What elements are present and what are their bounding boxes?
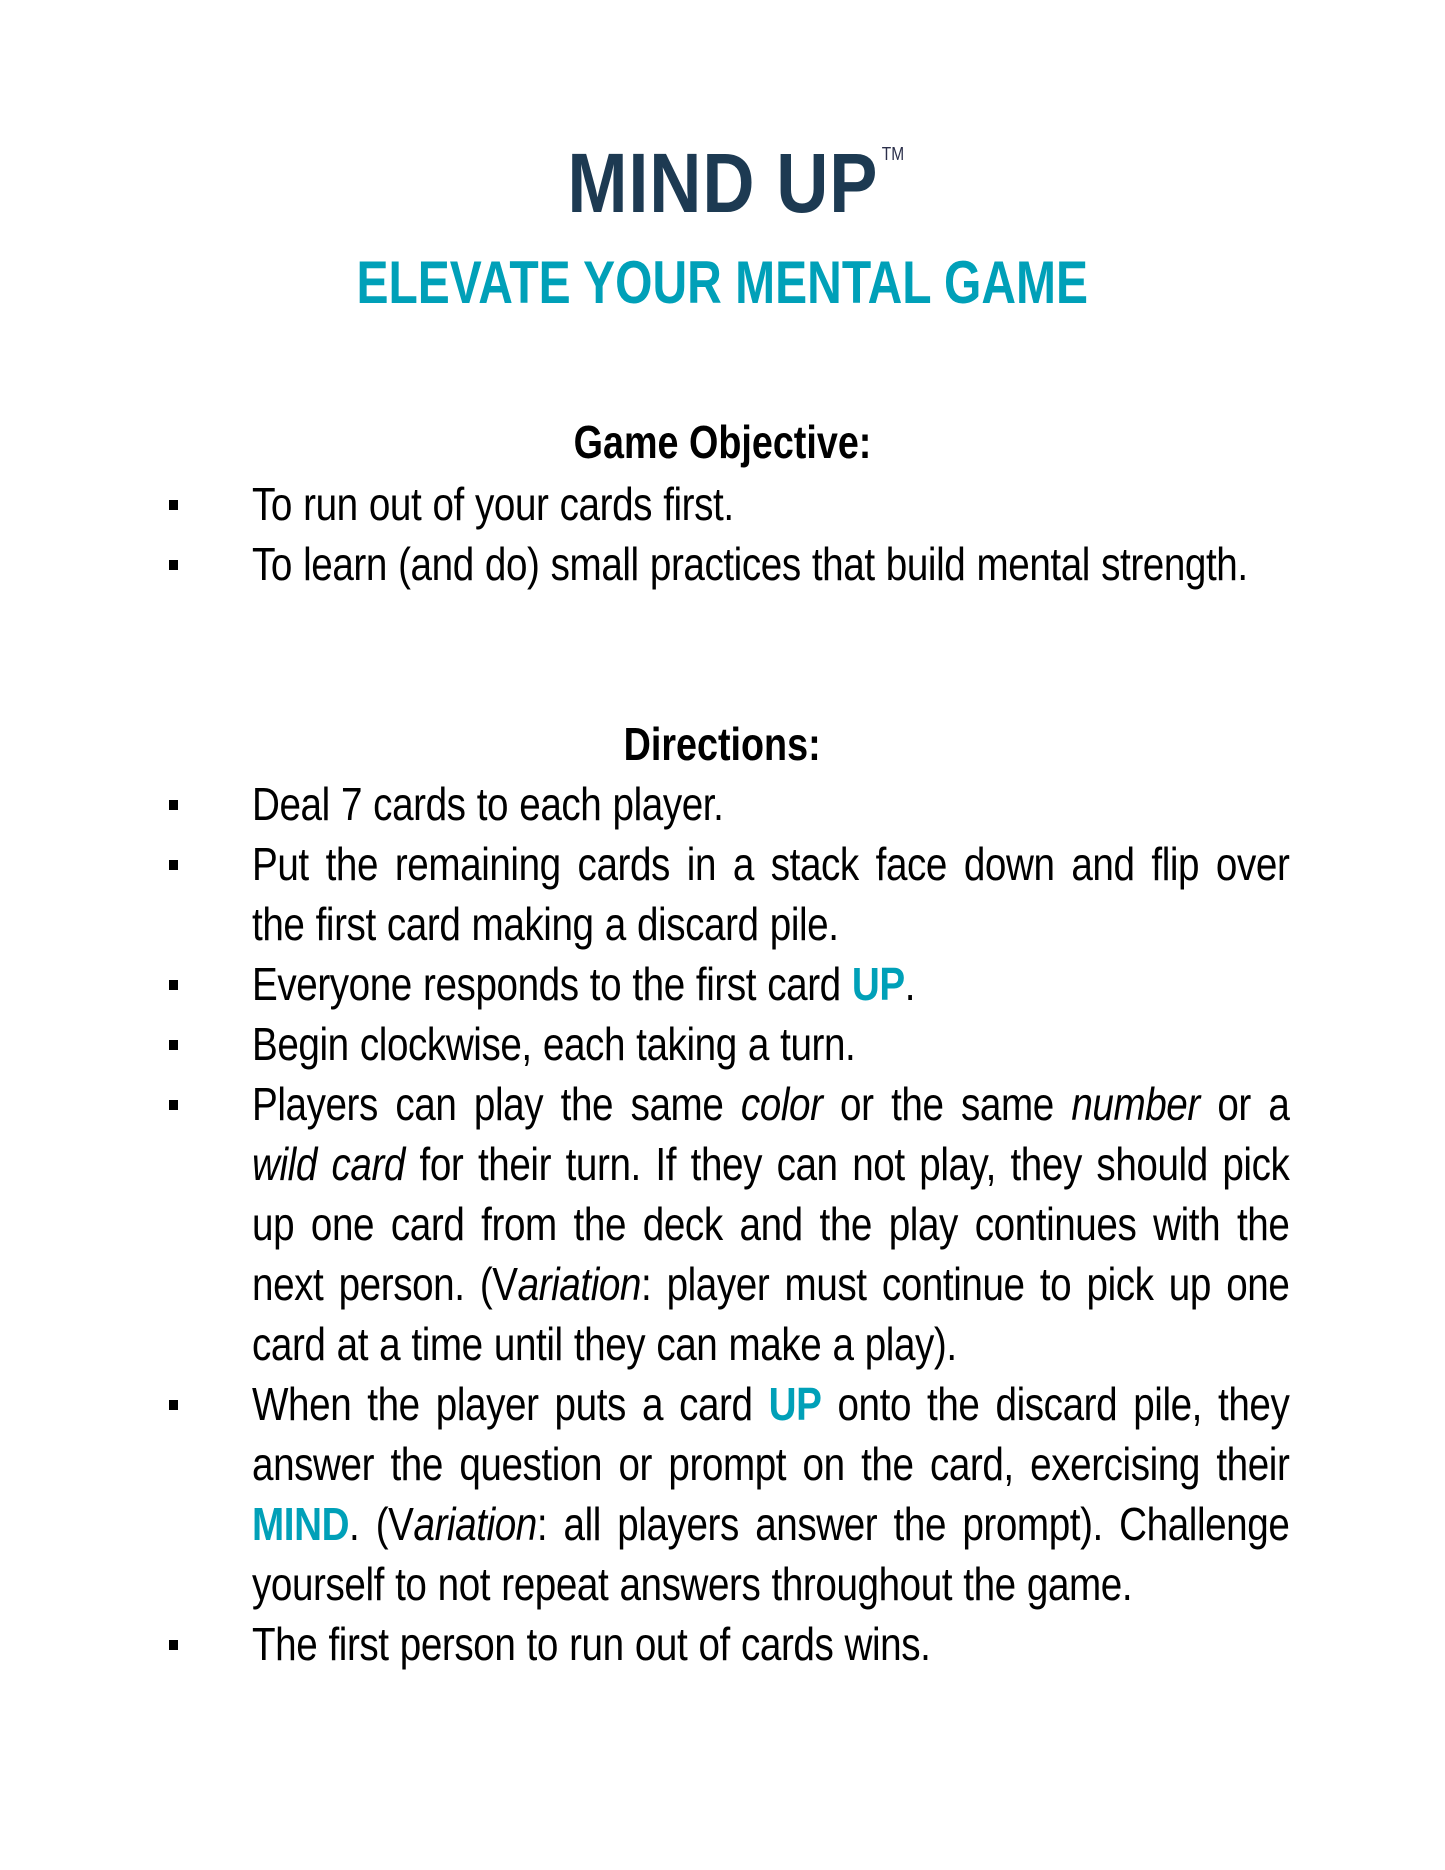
text-run: : player must continue to pick up one card at a time until they can make a play). (252, 1258, 1290, 1370)
objective-heading-text: Game Objective: (573, 416, 872, 468)
list-item-text: To learn (and do) small practices that build mental strength. (252, 538, 1248, 590)
list-item-text: Begin clockwise, each taking a turn. (252, 1018, 856, 1070)
list-item-text (252, 954, 1289, 1014)
list-item (0, 1014, 1445, 1074)
accent-word-up: UP (851, 958, 905, 1010)
text-run: onto the discard pile, they answer the question or prompt on the card, exercising their (252, 1378, 1290, 1490)
square-bullet-icon (169, 1100, 178, 1110)
list-item (0, 474, 1445, 534)
directions-heading-text: Directions: (623, 718, 822, 770)
text-run: or a (1199, 1078, 1290, 1130)
list-item (0, 774, 1445, 834)
list-item (0, 834, 1445, 954)
italic-word: number (1071, 1078, 1200, 1130)
square-bullet-icon (169, 1040, 178, 1050)
tagline-text: ELEVATE YOUR MENTAL GAME (356, 249, 1089, 316)
italic-word: ariation (413, 1498, 537, 1550)
list-item (0, 1374, 1445, 1614)
list-item-text: The first person to run out of cards wins. (252, 1618, 931, 1670)
list-item (0, 1074, 1445, 1374)
accent-word-mind: MIND (252, 1498, 350, 1550)
list-item (0, 954, 1445, 1014)
list-item (0, 534, 1445, 594)
brand-title (0, 138, 1445, 228)
list-item (0, 1614, 1445, 1674)
square-bullet-icon (169, 1400, 178, 1410)
list-item-text: Put the remaining cards in a stack face down and flip over the first card making a discard pile. (252, 838, 1290, 950)
tagline (0, 248, 1445, 318)
italic-word: ariation (517, 1258, 641, 1310)
list-item-text: Deal 7 cards to each player. (252, 778, 724, 830)
italic-word: color (740, 1078, 823, 1130)
square-bullet-icon (169, 560, 178, 570)
objective-list (0, 474, 1445, 594)
square-bullet-icon (169, 860, 178, 870)
trademark-mark: TM (881, 144, 904, 164)
brand-title-wrap (566, 136, 904, 230)
list-item-text: To run out of your cards first. (252, 478, 734, 530)
text-run: or the same (822, 1078, 1072, 1130)
objective-heading (0, 414, 1445, 470)
square-bullet-icon (169, 1640, 178, 1650)
text-run: . (904, 958, 916, 1010)
brand-title-text: MIND UP (566, 136, 879, 230)
text-run: : all players answer the prompt). Challenge yourself to not repeat answers throughout the game. (252, 1498, 1290, 1610)
square-bullet-icon (169, 980, 178, 990)
accent-word-up: UP (768, 1378, 822, 1430)
list-item-text (252, 1374, 1289, 1614)
square-bullet-icon (169, 800, 178, 810)
directions-heading (0, 716, 1445, 772)
italic-word: wild card (252, 1138, 405, 1190)
directions-list (0, 774, 1445, 1674)
text-run: . (V (349, 1498, 414, 1550)
text-run: Everyone responds to the first card (252, 958, 852, 1010)
list-item-text (252, 1074, 1289, 1374)
text-run: When the player puts a card (252, 1378, 769, 1430)
square-bullet-icon (169, 500, 178, 510)
text-run: Players can play the same (252, 1078, 741, 1130)
text-run: for their turn. If they can not play, they should pick up one card from the deck and the play continues with the next person. (V (252, 1138, 1290, 1310)
